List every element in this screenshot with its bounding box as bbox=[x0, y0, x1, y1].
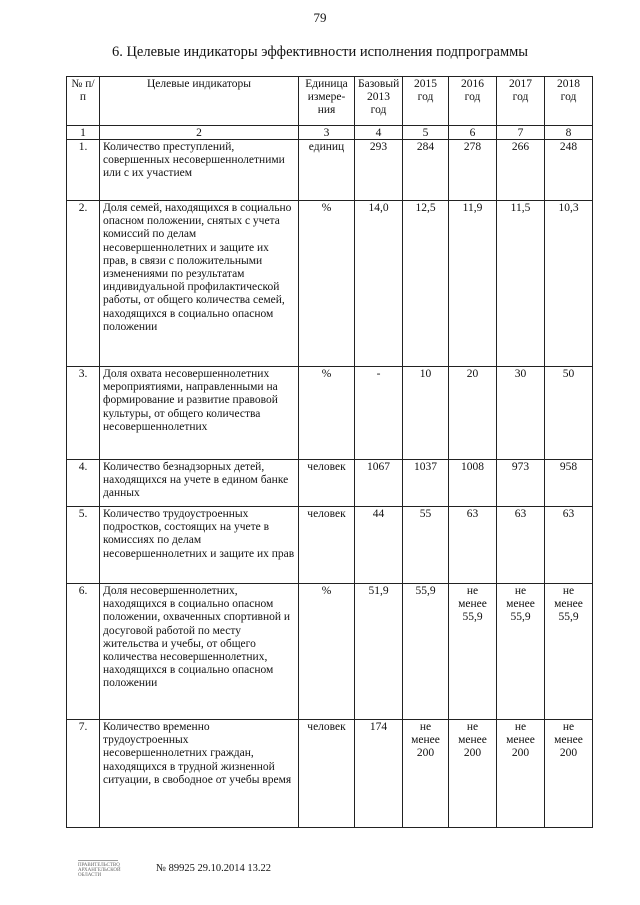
page-number: 79 bbox=[313, 10, 327, 25]
base-year-value: 51,9 bbox=[355, 584, 403, 720]
value-2017: 973 bbox=[497, 460, 545, 507]
document-reference: № 89925 29.10.2014 13.22 bbox=[156, 863, 272, 874]
indicator-name: Количество преступлений, совершенных несовершеннолетними или с их участием bbox=[100, 140, 299, 201]
table-row bbox=[67, 507, 593, 584]
value-2016: 1008 bbox=[449, 460, 497, 507]
value-2016: 278 bbox=[449, 140, 497, 201]
unit-cell: человек bbox=[299, 460, 355, 507]
value-2015: 55 bbox=[403, 507, 449, 584]
base-year-value: 14,0 bbox=[355, 201, 403, 367]
column-number: 8 bbox=[545, 126, 593, 140]
row-number: 7. bbox=[67, 720, 100, 828]
header-2016: 2016 год bbox=[449, 77, 497, 126]
unit-cell: человек bbox=[299, 507, 355, 584]
base-year-value: 44 bbox=[355, 507, 403, 584]
base-year-value: - bbox=[355, 367, 403, 460]
value-2015: 284 bbox=[403, 140, 449, 201]
table-row bbox=[67, 720, 593, 828]
value-2017: не менее 55,9 bbox=[497, 584, 545, 720]
value-2016: не менее 55,9 bbox=[449, 584, 497, 720]
value-2017: 30 bbox=[497, 367, 545, 460]
value-2017: 63 bbox=[497, 507, 545, 584]
value-2017: не менее 200 bbox=[497, 720, 545, 828]
value-2015: 10 bbox=[403, 367, 449, 460]
value-2018: 63 bbox=[545, 507, 593, 584]
indicator-name: Количество безнадзорных детей, находящихся на учете в едином банке данных bbox=[100, 460, 299, 507]
indicator-name: Доля охвата несовершеннолетних мероприятиями, направленными на формирование и развитие правовой культуры, от общего количества несовершеннолетних bbox=[100, 367, 299, 460]
indicator-name: Количество трудоустроенных подростков, состоящих на учете в комиссиях по делам несовершеннолетних и защите их прав bbox=[100, 507, 299, 584]
indicator-name: Доля несовершеннолетних, находящихся в социально опасном положении, охваченных спортивной и досуговой работой по месту жительства и учебы, от общего количества несовершеннолетних, находящихся в социально опасном положении bbox=[100, 584, 299, 720]
document-footer bbox=[78, 858, 338, 888]
table-row bbox=[67, 584, 593, 720]
value-2018: 958 bbox=[545, 460, 593, 507]
stamp-text: ПРАВИТЕЛЬСТВО bbox=[78, 863, 120, 868]
unit-cell: % bbox=[299, 201, 355, 367]
value-2018: 10,3 bbox=[545, 201, 593, 367]
value-2018: 50 bbox=[545, 367, 593, 460]
unit-cell: % bbox=[299, 367, 355, 460]
value-2015: не менее 200 bbox=[403, 720, 449, 828]
unit-cell: % bbox=[299, 584, 355, 720]
column-number: 4 bbox=[355, 126, 403, 140]
base-year-value: 1067 bbox=[355, 460, 403, 507]
row-number: 4. bbox=[67, 460, 100, 507]
value-2015: 12,5 bbox=[403, 201, 449, 367]
row-number: 6. bbox=[67, 584, 100, 720]
column-number: 1 bbox=[67, 126, 100, 140]
unit-cell: единиц bbox=[299, 140, 355, 201]
column-number: 7 bbox=[497, 126, 545, 140]
unit-cell: человек bbox=[299, 720, 355, 828]
header-num: № п/п bbox=[67, 77, 100, 126]
stamp-text: ОБЛАСТИ bbox=[78, 873, 102, 878]
header-unit: Единица измере-ния bbox=[299, 77, 355, 126]
header-indicator: Целевые индикаторы bbox=[100, 77, 299, 126]
indicator-name: Количество временно трудоустроенных несовершеннолетних граждан, находящихся в трудной жизненной ситуации, в свободное от учебы время bbox=[100, 720, 299, 828]
value-2017: 11,5 bbox=[497, 201, 545, 367]
base-year-value: 174 bbox=[355, 720, 403, 828]
section-heading: 6. Целевые индикаторы эффективности исполнения подпрограммы bbox=[111, 44, 529, 60]
table-row bbox=[67, 460, 593, 507]
row-number: 2. bbox=[67, 201, 100, 367]
header-row bbox=[67, 77, 593, 126]
value-2016: 20 bbox=[449, 367, 497, 460]
indicator-name: Доля семей, находящихся в социально опасном положении, снятых с учета комиссий по делам несовершеннолетних и защите их прав, в связи с положительными изменениями по результатам индивидуальной профилактической работы, от общего количества семей, находящихся в социально опасном положении bbox=[100, 201, 299, 367]
column-number: 2 bbox=[100, 126, 299, 140]
column-number: 3 bbox=[299, 126, 355, 140]
header-2015: 2015 год bbox=[403, 77, 449, 126]
column-number: 5 bbox=[403, 126, 449, 140]
header-2018: 2018 год bbox=[545, 77, 593, 126]
value-2018: не менее 55,9 bbox=[545, 584, 593, 720]
value-2017: 266 bbox=[497, 140, 545, 201]
value-2015: 1037 bbox=[403, 460, 449, 507]
stamp-text: АРХАНГЕЛЬСКОЙ bbox=[78, 868, 121, 873]
value-2018: 248 bbox=[545, 140, 593, 201]
value-2016: не менее 200 bbox=[449, 720, 497, 828]
row-number: 1. bbox=[67, 140, 100, 201]
column-number: 6 bbox=[449, 126, 497, 140]
value-2016: 11,9 bbox=[449, 201, 497, 367]
row-number: 3. bbox=[67, 367, 100, 460]
value-2015: 55,9 bbox=[403, 584, 449, 720]
indicators-table bbox=[66, 76, 593, 828]
table-row bbox=[67, 140, 593, 201]
registration-stamp bbox=[78, 858, 140, 878]
table-row bbox=[67, 201, 593, 367]
table-row bbox=[67, 367, 593, 460]
column-number-row bbox=[67, 126, 593, 140]
value-2018: не менее 200 bbox=[545, 720, 593, 828]
header-2017: 2017 год bbox=[497, 77, 545, 126]
base-year-value: 293 bbox=[355, 140, 403, 201]
header-base-year: Базовый 2013 год bbox=[355, 77, 403, 126]
value-2016: 63 bbox=[449, 507, 497, 584]
row-number: 5. bbox=[67, 507, 100, 584]
